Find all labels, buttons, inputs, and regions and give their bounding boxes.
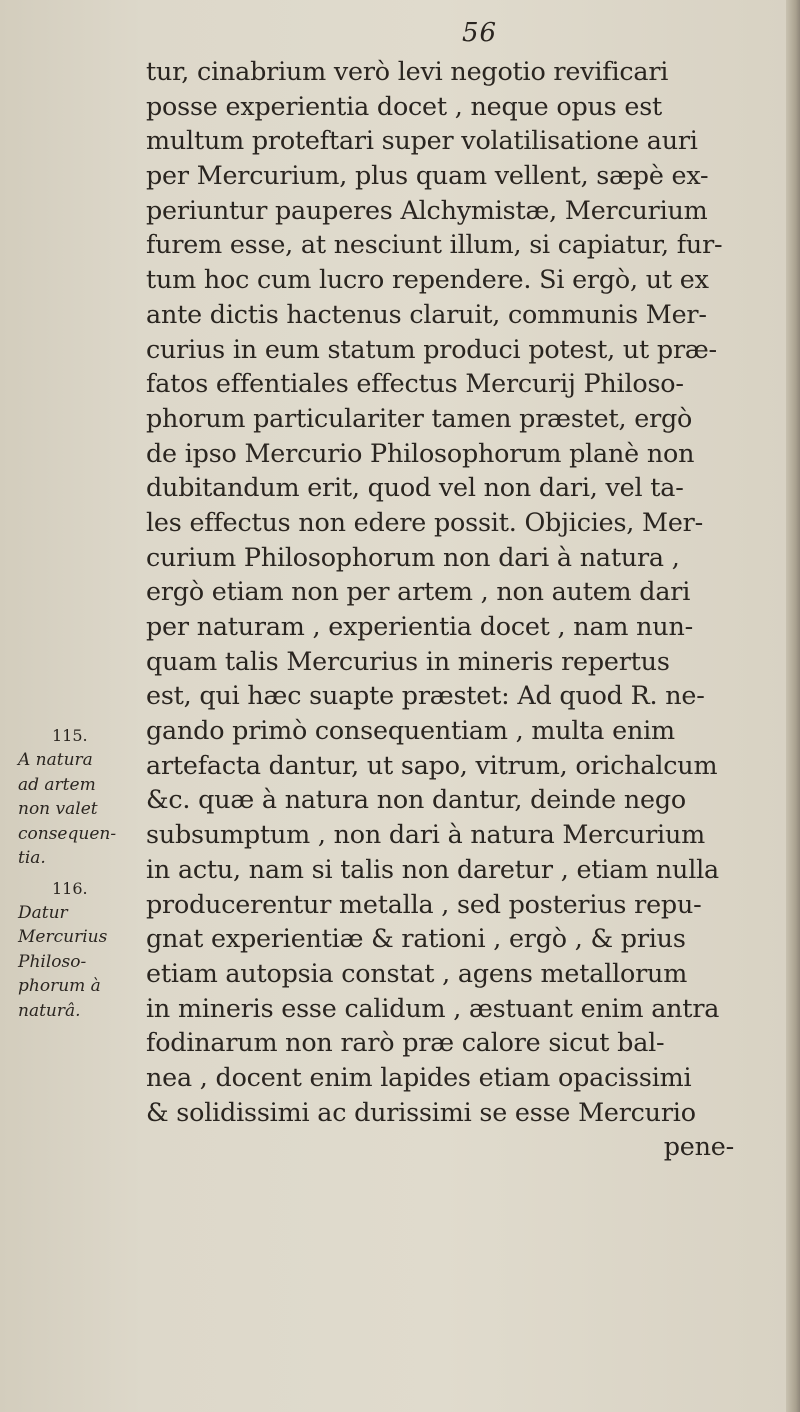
page-number: 56	[462, 18, 498, 48]
text-line: ergò etiam non per artem , non autem dari	[146, 576, 691, 607]
text-line: dubitandum erit, quod vel non dari, vel ta-	[146, 472, 684, 503]
text-line: in mineris esse calidum , æstuant enim antra	[146, 992, 720, 1023]
margin-note-116	[18, 877, 146, 1024]
margin-note-line: Datur	[18, 902, 68, 923]
text-line: de ipso Mercurio Philosophorum planè non	[146, 437, 695, 468]
text-line: &c. quæ à natura non dantur, deinde nego	[146, 784, 686, 815]
text-line: est, qui hæc suapte præstet: Ad quod R. ne-	[146, 680, 705, 711]
text-line: multum proteftari super volatilisatione auri	[146, 125, 698, 156]
text-line: tum hoc cum lucro rependere. Si ergò, ut ex	[146, 264, 709, 295]
text-line: gando primò consequentiam , multa enim	[146, 715, 675, 746]
text-line: quam talis Mercurius in mineris repertus	[146, 645, 670, 676]
text-line: posse experientia docet , neque opus est	[146, 90, 663, 121]
text-line: artefacta dantur, ut sapo, vitrum, orichalcum	[146, 749, 718, 780]
text-line: curium Philosophorum non dari à natura ,	[146, 541, 680, 572]
margin-note-line: A natura	[18, 750, 93, 770]
text-line: in actu, nam si talis non daretur , etiam nulla	[146, 853, 719, 884]
margin-note-line: Mercurius	[18, 927, 108, 947]
text-line: etiam autopsia constat , agens metallorum	[146, 957, 688, 988]
margin-notes	[18, 724, 146, 1023]
margin-note-115	[18, 724, 146, 871]
text-line: & solidissimi ac durissimi se esse Mercurio	[146, 1096, 696, 1127]
text-line: curius in eum statum produci potest, ut præ-	[146, 333, 717, 364]
text-line: fodinarum non rarò præ calore sicut bal-	[146, 1027, 665, 1058]
text-line: per Mercurium, plus quam vellent, sæpè ex-	[146, 160, 709, 191]
margin-note-line: ad artem	[18, 774, 96, 795]
margin-note-number: 116.	[52, 878, 88, 898]
text-line: periuntur pauperes Alchymistæ, Mercurium	[146, 194, 708, 225]
text-line: fatos effentiales effectus Mercurij Philoso-	[146, 368, 684, 399]
text-line: per naturam , experientia docet , nam nun-	[146, 611, 693, 641]
text-line: phorum particulariter tamen præstet, ergò	[146, 402, 693, 433]
margin-note-line: naturâ.	[18, 1000, 81, 1021]
text-line: nea , docent enim lapides etiam opacissimi	[146, 1061, 692, 1092]
text-line: subsumptum , non dari à natura Mercurium	[146, 819, 705, 850]
text-line: producerentur metalla , sed posterius repu-	[146, 888, 702, 919]
text-line: furem esse, at nesciunt illum, si capiatur, fur-	[146, 229, 723, 260]
margin-note-line: tia.	[18, 848, 46, 868]
margin-note-line: Philoso-	[18, 951, 87, 972]
text-line: gnat experientiæ & rationi , ergò , & prius	[146, 923, 686, 954]
text-line: les effectus non edere possit. Objicies, Mer-	[146, 506, 703, 537]
margin-note-line: non valet	[18, 799, 98, 819]
main-text-column	[146, 54, 790, 1164]
margin-note-line: phorum à	[18, 976, 101, 996]
text-line: tur, cinabrium verò levi negotio revificari	[146, 56, 669, 86]
margin-note-number: 115.	[52, 726, 88, 745]
text-line: ante dictis hactenus claruit, communis Mer-	[146, 298, 707, 329]
margin-note-line: consequen-	[18, 823, 117, 844]
catchword: pene-	[663, 1131, 734, 1162]
